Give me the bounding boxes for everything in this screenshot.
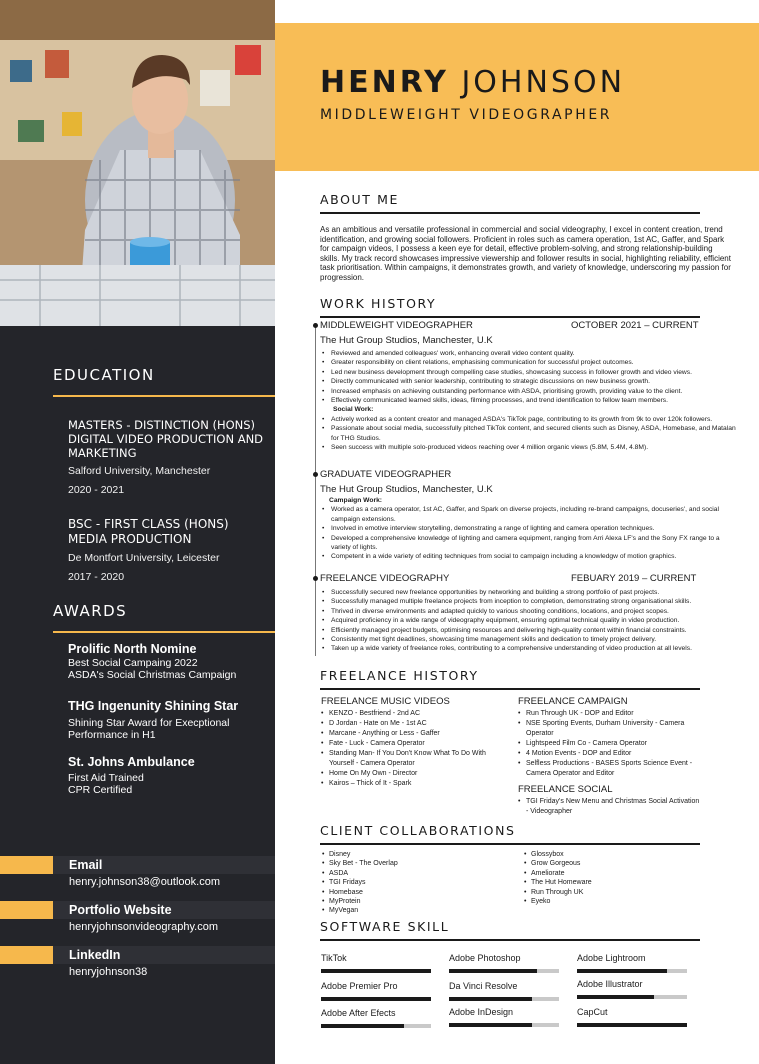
- job-title: MIDDLEWEIGHT VIDEOGRAPHER: [320, 107, 613, 123]
- list-item: • Glossybox: [524, 850, 592, 859]
- job-company: The Hut Group Studios, Manchester, U.K: [320, 335, 493, 346]
- job-title: MIDDLEWEIGHT VIDEOGRAPHER: [320, 320, 473, 331]
- list-item: • Developed a comprehensive knowledge of lighting and camera equipment, ranging from Arri Alexa LF's and the Sony FX range to a variety of lights.: [320, 534, 740, 553]
- skill-name: TikTok: [321, 953, 347, 963]
- skills-rule: [320, 939, 700, 941]
- list-item: • Successfully managed multiple freelance projects from inception to completion, demonstrating strong organisational skills.: [320, 597, 740, 606]
- clients-rule: [320, 843, 700, 845]
- award-item: [68, 754, 268, 796]
- job-entry: [320, 573, 740, 654]
- list-item: • Passionate about social media, successfully pitched TikTok content, and secured clients such as Disney, ASDA, Homebase, and Matalan for THG Studios.: [320, 424, 740, 443]
- education-years: 2020 - 2021: [68, 484, 125, 496]
- award-line: ASDA's Social Christmas Campaign: [68, 669, 237, 681]
- skill-bar-fill: [449, 1023, 532, 1027]
- list-item: • Taken up a wide variety of freelance roles, contributing to a comprehensive understanding of video production at all levels.: [320, 644, 740, 653]
- clients-list-left: [322, 850, 398, 916]
- skill-item: [449, 953, 561, 973]
- skill-bar: [321, 969, 431, 973]
- job-bullets: [320, 588, 740, 654]
- list-item: • The Hut Homeware: [524, 878, 592, 887]
- skill-name: Adobe Lightroom: [577, 953, 646, 963]
- job-entry: [320, 469, 740, 562]
- about-heading: ABOUT ME: [320, 192, 399, 207]
- first-name: HENRY: [320, 65, 449, 100]
- freelance-rule: [320, 688, 700, 690]
- last-name: JOHNSON: [461, 65, 626, 100]
- portfolio-link[interactable]: henryjohnsonvideography.com: [69, 921, 218, 933]
- freelance-music-column: [321, 696, 506, 789]
- job-dates: FEBUARY 2019 – CURRENT: [571, 573, 697, 584]
- skill-name: Adobe Premier Pro: [321, 981, 398, 991]
- skill-item: [577, 979, 689, 999]
- job-bullets: [320, 349, 740, 452]
- freelance-social-list: [518, 797, 700, 817]
- list-item: • Successfully secured new freelance opportunities by networking and building a strong portfolio of past projects.: [320, 588, 740, 597]
- skill-bar-fill: [577, 995, 654, 999]
- award-title: THG Ingenunity Shining Star: [68, 699, 239, 713]
- linkedin-link[interactable]: henryjohnson38: [69, 966, 148, 978]
- list-item: • Seen success with multiple solo-produced videos reaching over 4 million organic views (5.8M, 5.4M, 4.8M).: [320, 443, 740, 452]
- skill-bar: [449, 997, 559, 1001]
- job-dates: OCTOBER 2021 – CURRENT: [571, 320, 699, 331]
- freelance-music-list: [321, 709, 506, 789]
- list-item: • KENZO - Bestfriend - 2nd AC: [321, 709, 506, 719]
- list-item: • Eyeko: [524, 897, 592, 906]
- list-item: • Marcane - Anything or Less - Gaffer: [321, 729, 506, 739]
- education-degree: BSC - FIRST CLASS (HONS) MEDIA PRODUCTION: [68, 517, 229, 546]
- skill-name: Adobe InDesign: [449, 1007, 514, 1017]
- list-item: • Run Through UK: [524, 888, 592, 897]
- list-item: • Homebase: [322, 888, 398, 897]
- work-rule: [320, 316, 700, 318]
- award-title: Prolific North Nomine: [68, 642, 197, 656]
- skill-bar: [577, 1023, 687, 1027]
- portfolio-label: Portfolio Website: [69, 903, 172, 917]
- skill-name: Da Vinci Resolve: [449, 981, 518, 991]
- sidebar: [0, 0, 275, 1064]
- skill-item: [449, 981, 561, 1001]
- award-line: CPR Certified: [68, 784, 133, 796]
- education-years: 2017 - 2020: [68, 571, 125, 583]
- list-item: • Selfless Productions - BASES Sports Science Event - Camera Operator and Editor: [518, 759, 700, 779]
- freelance-campaign-list: [518, 709, 700, 779]
- award-line: Best Social Campaing 2022: [68, 657, 198, 669]
- list-item: • Effectively communicated learned skills, ideas, filming processes, and trend identification to fellow team members.: [320, 396, 740, 405]
- list-item: • Standing Man- If You Don't Know What To Do With Yourself - Camera Operator: [321, 749, 506, 769]
- full-name: [320, 65, 625, 100]
- skill-name: Adobe Illustrator: [577, 979, 643, 989]
- timeline-line: [315, 324, 316, 656]
- job-company: The Hut Group Studios, Manchester, U.K: [320, 484, 493, 495]
- skill-bar-fill: [449, 969, 537, 973]
- list-item: • NSE Sporting Events, Durham University - Camera Operator: [518, 719, 700, 739]
- email-label: Email: [69, 858, 103, 872]
- timeline-dot: [313, 472, 318, 477]
- skill-bar-fill: [577, 969, 667, 973]
- list-item: • D Jordan - Hate on Me - 1st AC: [321, 719, 506, 729]
- award-line: First Aid Trained: [68, 772, 144, 784]
- linkedin-bar: [0, 946, 275, 964]
- job-title: GRADUATE VIDEOGRAPHER: [320, 469, 452, 480]
- skill-name: Adobe After Efects: [321, 1008, 396, 1018]
- awards-heading: AWARDS: [53, 602, 128, 620]
- freelance-music-title: FREELANCE MUSIC VIDEOS: [321, 696, 450, 707]
- skill-bar-fill: [321, 1024, 404, 1028]
- list-item: • Ameliorate: [524, 869, 592, 878]
- education-rule: [53, 395, 275, 397]
- skill-item: [321, 981, 433, 1001]
- education-heading: EDUCATION: [53, 366, 155, 384]
- freelance-campaign-column: [518, 696, 700, 817]
- list-item: • TGI Fridays: [322, 878, 398, 887]
- skill-bar: [321, 997, 431, 1001]
- about-rule: [320, 212, 700, 214]
- education-item: [68, 517, 268, 584]
- list-item: • Disney: [322, 850, 398, 859]
- work-heading: WORK HISTORY: [320, 296, 437, 311]
- job-bullets: [320, 496, 740, 562]
- skill-item: [577, 1007, 689, 1027]
- list-item: • Kairos – Thick of It - Spark: [321, 779, 506, 789]
- education-degree: MASTERS - DISTINCTION (HONS) DIGITAL VIDEO PRODUCTION AND MARKETING: [68, 418, 264, 460]
- list-item: • Competent in a wide variety of editing techniques from social to campaign including a knowledgw of motion graphics.: [320, 552, 740, 561]
- list-item: • Involved in emotive interview storytelling, demonstrating a range of lighting and camera operation techniques.: [320, 524, 740, 533]
- list-item: • Led new business development through compelling case studies, showcasing success in follower growth and video views.: [320, 368, 740, 377]
- list-item: • Grow Gorgeous: [524, 859, 592, 868]
- skill-bar: [577, 995, 687, 999]
- clients-heading: CLIENT COLLABORATIONS: [320, 823, 516, 838]
- award-item: [68, 641, 268, 681]
- list-item: • Worked as a camera operator, 1st AC, Gaffer, and Spark on diverse projects, including re-brand campaigns, docuseries', and social campaign extensions.: [320, 505, 740, 524]
- list-item: • Thrived in diverse environments and adapted quickly to various shooting conditions, locations, and project scopes.: [320, 607, 740, 616]
- list-item: • Directly communicated with senior leadership, contributing to strategic discussions on new business growth.: [320, 377, 740, 386]
- clients-list-right: [524, 850, 592, 906]
- list-item: • Greater responsibility on client relations, emphasising communication for successful project outcomes.: [320, 358, 740, 367]
- skill-name: Adobe Photoshop: [449, 953, 521, 963]
- list-item: • TGI Friday's New Menu and Christmas Social Activation - Videographer: [518, 797, 700, 817]
- job-title: FREELANCE VIDEOGRAPHY: [320, 573, 450, 584]
- list-item: • Increased emphasis on achieving outstanding performance with ASDA, prioritising growth, providing value to the client.: [320, 387, 740, 396]
- email-link[interactable]: henry.johnson38@outlook.com: [69, 876, 220, 888]
- award-item: [68, 698, 268, 741]
- list-item: • MyProtein: [322, 897, 398, 906]
- skill-bar: [449, 969, 559, 973]
- email-bar: [0, 856, 275, 874]
- list-item: • Reviewed and amended colleagues' work, enhancing overall video content quality.: [320, 349, 740, 358]
- list-item: • Fate - Luck - Camera Operator: [321, 739, 506, 749]
- awards-rule: [53, 631, 275, 633]
- skill-bar-fill: [449, 997, 532, 1001]
- list-subheading: Social Work:: [333, 406, 374, 414]
- skill-bar: [321, 1024, 431, 1028]
- skill-bar-fill: [577, 1023, 687, 1027]
- list-subheading: Campaign Work:: [329, 497, 383, 504]
- skill-item: [321, 1008, 433, 1028]
- freelance-social-title: FREELANCE SOCIAL: [518, 784, 613, 795]
- list-item: • MyVegan: [322, 906, 398, 915]
- skill-item: [577, 953, 689, 973]
- profile-photo-illustration: [0, 0, 275, 326]
- list-item: • Efficiently managed project budgets, optimising resources and delivering high-quality content within financial constraints.: [320, 626, 740, 635]
- award-line: Shining Star Award for Execptional: [68, 717, 230, 729]
- header-banner: [275, 23, 759, 171]
- list-item: • Lightspeed Film Co - Camera Operator: [518, 739, 700, 749]
- skill-item: [449, 1007, 561, 1027]
- award-title: St. Johns Ambulance: [68, 755, 195, 769]
- skill-bar: [449, 1023, 559, 1027]
- award-line: Performance in H1: [68, 729, 156, 741]
- about-text: As an ambitious and versatile professional in commercial and social videography, I excel in content creation, trend identification, and growing social followers. Proficient in roles such as camera operation, 1st AC, Gaffer, and Spark for campaign videos, I possess a keen eye for detail, effective problem-solving, and strong relationship-building skills. My track record showcases impressive viewership and follower results in social, highlighting reliability, efficient task prioritisation. Within campaigns, it demonstrates growth, and variety of knowledge, underscoring my passion for progression.: [320, 225, 731, 282]
- list-item: • Acquired proficiency in a wide range of videography equipment, ensuring optimal technical quality in video production.: [320, 616, 740, 625]
- list-item: • Home On My Own - Director: [321, 769, 506, 779]
- profile-photo: [0, 0, 275, 326]
- education-school: De Montfort University, Leicester: [68, 552, 220, 564]
- education-item: [68, 418, 268, 497]
- skill-name: CapCut: [577, 1007, 608, 1017]
- skill-bar: [577, 969, 687, 973]
- skills-heading: SOFTWARE SKILL: [320, 919, 450, 934]
- list-item: • Actively worked as a content creator and managed ASDA's TikTok page, contributing to its growth from 9k to over 120k followers.: [320, 415, 740, 424]
- skill-bar-fill: [321, 969, 431, 973]
- job-entry: [320, 320, 740, 452]
- education-school: Salford University, Manchester: [68, 465, 211, 477]
- list-item: • Run Through UK - DOP and Editor: [518, 709, 700, 719]
- list-item: • ASDA: [322, 869, 398, 878]
- timeline-dot: [313, 323, 318, 328]
- timeline-dot: [313, 576, 318, 581]
- freelance-heading: FREELANCE HISTORY: [320, 668, 479, 683]
- skill-item: [321, 953, 433, 973]
- list-item: • 4 Motion Events - DOP and Editor: [518, 749, 700, 759]
- list-item: • Sky Bet - The Overlap: [322, 859, 398, 868]
- linkedin-label: LinkedIn: [69, 948, 121, 962]
- freelance-campaign-title: FREELANCE CAMPAIGN: [518, 696, 628, 707]
- list-item: • Consistently met tight deadlines, showcasing time management skills and dedication to timely project delivery.: [320, 635, 740, 644]
- skill-bar-fill: [321, 997, 431, 1001]
